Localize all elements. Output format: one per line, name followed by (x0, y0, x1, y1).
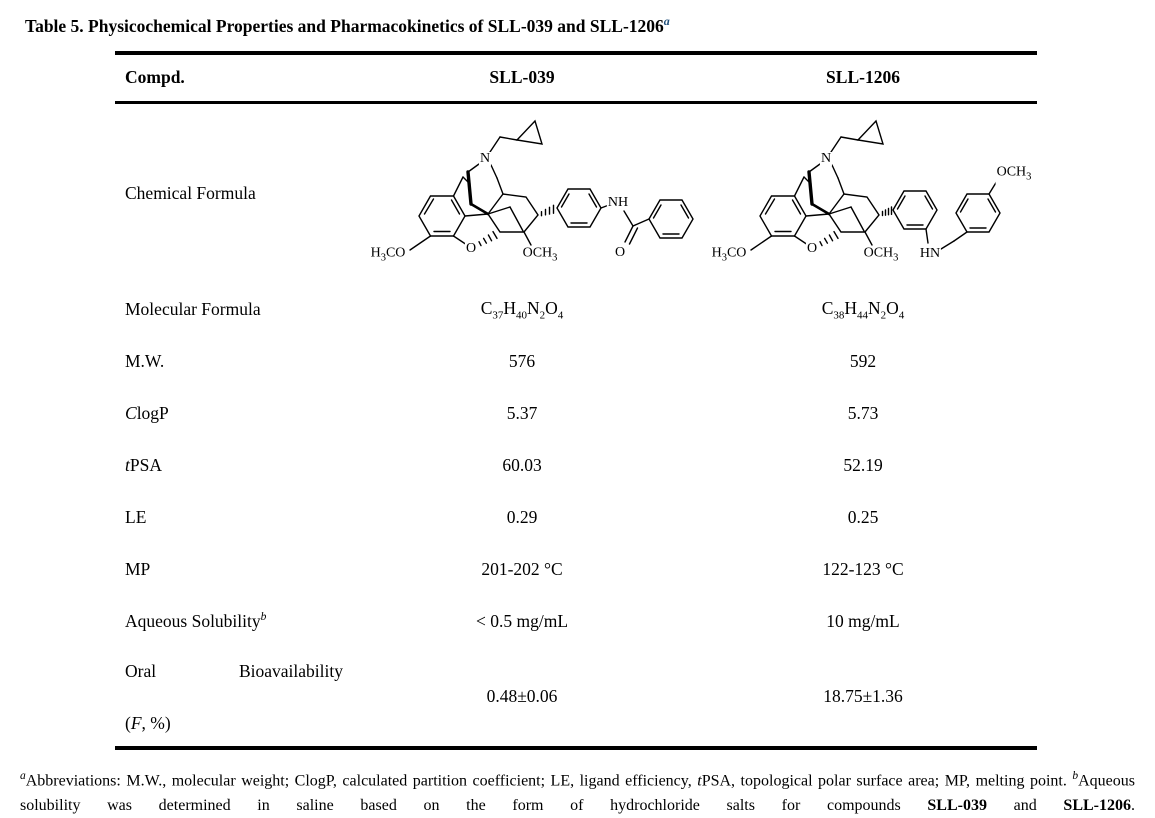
row-label-tpsa: tPSA (125, 455, 162, 476)
col-header-sll039: SLL-039 (489, 67, 555, 88)
cell-tpsa-sll039: 60.03 (502, 455, 542, 476)
row-label-mp: MP (125, 559, 151, 580)
row-label-solubility: Aqueous Solubility$^b$ (125, 611, 267, 632)
cell-molformula-sll1206: $C_{38}H_{44}N_2O_4$ (821, 298, 905, 322)
cell-solubility-sll1206: 10 mg/mL (826, 611, 900, 632)
chem-label-n: N (820, 150, 832, 166)
chem-label-nh: NH (607, 194, 629, 210)
footnote-marker-a: a (20, 769, 26, 782)
cell-mw-sll039: 576 (508, 351, 536, 372)
chem-label-furan-o: O (465, 240, 477, 256)
oral-label-gap (125, 684, 355, 710)
chem-label-carbonyl-o: O (614, 244, 626, 260)
row-label-oral-bioavailability (115, 656, 355, 738)
cell-oral-sll039: 0.48±0.06 (486, 686, 558, 707)
footnote: $^a$Abbreviations: M.W., molecular weight; ClogP, calculated partition coefficient; LE, ligand efficiency, tPSA, topological polar surface area; MP, melting point. $^b$Aqueous solubility was determined in saline based on the form of hydrochloride salts for compounds SLL-039 and SLL-1206. (20, 769, 1135, 815)
solubility-footnote-marker: b (260, 611, 267, 624)
row-tpsa (115, 440, 1037, 492)
row-mw (115, 336, 1037, 388)
cell-clogp-sll1206: 5.73 (847, 403, 879, 424)
row-label-clogp: ClogP (125, 403, 169, 424)
chem-label-och3: $OCH_3$ (522, 245, 558, 264)
row-chemical-formula (115, 104, 1037, 284)
title-footnote-marker: a (663, 14, 670, 28)
chem-label-och3: $OCH_3$ (863, 245, 899, 264)
row-clogp (115, 388, 1037, 440)
compound-table (115, 51, 1037, 750)
cell-solubility-sll039: < 0.5 mg/mL (475, 611, 569, 632)
cell-mp-sll1206: 122-123 °C (822, 559, 904, 580)
cell-le-sll039: 0.29 (506, 507, 538, 528)
row-molecular-formula (115, 284, 1037, 336)
col-header-compd: Compd. (125, 67, 185, 88)
chem-label-hn: HN (919, 245, 941, 261)
page-title (25, 10, 1155, 38)
chem-label-furan-o: O (806, 240, 818, 256)
row-oral-bioavailability (115, 648, 1037, 746)
row-label-mw: M.W. (125, 351, 165, 372)
cell-clogp-sll039: 5.37 (506, 403, 538, 424)
chem-label-h3co: $H_3CO$ (370, 245, 406, 264)
oral-label-line1: Oral Bioavailability (125, 660, 343, 681)
row-label-chemical-formula: Chemical Formula (125, 183, 256, 204)
structure-sll1206 (683, 104, 1043, 284)
structure-sll039 (342, 104, 702, 284)
row-le (115, 492, 1037, 544)
chem-label-n: N (479, 150, 491, 166)
footnote-marker-b: b (1072, 769, 1079, 782)
chem-label-och3-top: $OCH_3$ (996, 164, 1032, 183)
oral-label-line2: (F, %) (125, 712, 171, 733)
cell-tpsa-sll1206: 52.19 (843, 455, 883, 476)
cell-mp-sll039: 201-202 °C (481, 559, 563, 580)
row-label-le: LE (125, 507, 147, 528)
table-header-row (115, 55, 1037, 104)
cell-molformula-sll039: $C_{37}H_{40}N_2O_4$ (480, 298, 564, 322)
cell-le-sll1206: 0.25 (847, 507, 879, 528)
row-solubility (115, 596, 1037, 648)
row-label-molecular-formula: Molecular Formula (125, 299, 261, 320)
row-mp (115, 544, 1037, 596)
chem-label-h3co: $H_3CO$ (711, 245, 747, 264)
cell-oral-sll1206: 18.75±1.36 (823, 686, 903, 707)
cell-mw-sll1206: 592 (849, 351, 877, 372)
col-header-sll1206: SLL-1206 (826, 67, 900, 88)
table-title-text: Table 5. Physicochemical Properties and Pharmacokinetics of SLL-039 and SLL-1206 (25, 15, 664, 36)
